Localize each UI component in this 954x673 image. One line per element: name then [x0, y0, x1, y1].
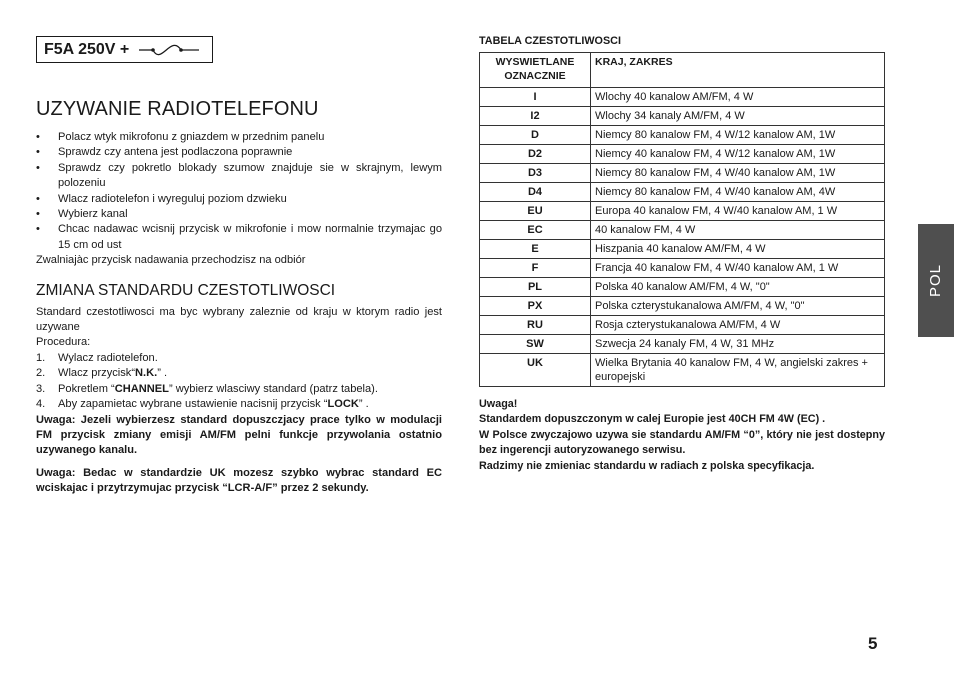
table-row — [480, 145, 885, 164]
page-number: 5 — [868, 634, 878, 653]
warning-heading: Uwaga! — [479, 398, 518, 410]
standard-intro: Standard czestotliwosci ma byc wybrany zaleznie od kraju w ktorym radio jest uzywane — [36, 305, 442, 334]
standard-description: Wlochy 40 kanalow AM/FM, 4 W — [591, 88, 885, 107]
release-ptt-text: Zwalniajàc przycisk nadawania przechodzisz na odbiór — [36, 254, 306, 267]
table-row — [480, 297, 885, 316]
warning-line: Radzimy nie zmieniac standardu w radiach z polska specyfikacja. — [479, 459, 815, 472]
table-row — [480, 107, 885, 126]
table-row — [480, 202, 885, 221]
standard-code: SW — [480, 335, 591, 354]
table-row — [480, 240, 885, 259]
standard-code: RU — [480, 316, 591, 335]
column-header-display: WYSWIETLANE OZNACZNIE — [480, 53, 591, 88]
standard-code: D4 — [480, 183, 591, 202]
standard-description: Polska czterystukanalowa AM/FM, 4 W, "0" — [591, 297, 885, 316]
standard-code: UK — [480, 354, 591, 387]
table-row — [480, 221, 885, 240]
list-item: • Wlacz radiotelefon i wyreguluj poziom dzwieku — [36, 192, 442, 207]
table-row — [480, 316, 885, 335]
table-row — [480, 164, 885, 183]
fuse-icon — [139, 40, 201, 60]
table-body — [480, 88, 885, 387]
list-item: • Sprawdz czy antena jest podlaczona poprawnie — [36, 145, 442, 160]
procedure-steps — [36, 351, 442, 413]
standard-description: Niemcy 40 kanalow FM, 4 W/12 kanalow AM, 1W — [591, 145, 885, 164]
warning-line: Standardem dopuszczonym w calej Europie jest 40CH FM 4W (EC) . — [479, 413, 826, 426]
column-header-country: KRAJ, ZAKRES — [591, 53, 885, 88]
list-item: • Chcac nadawac wcisnij przycisk w mikrofonie i mow normalnie trzymajac go 15 cm od ust — [36, 222, 442, 253]
standard-description: Niemcy 80 kanalow FM, 4 W/40 kanalow AM, 1W — [591, 164, 885, 183]
list-item: 3. Pokretlem “CHANNEL” wybierz wlasciwy standard (patrz tabela). — [36, 382, 378, 395]
standard-code: E — [480, 240, 591, 259]
standard-code: I — [480, 88, 591, 107]
table-row — [480, 259, 885, 278]
procedure-label: Procedura: — [36, 336, 91, 349]
left-column — [36, 96, 442, 497]
fuse-rating-box — [36, 36, 213, 63]
table-row — [480, 126, 885, 145]
table-title: TABELA CZESTOTLIWOSCI — [479, 35, 621, 47]
frequency-table — [479, 52, 885, 387]
section-title-frequency-standard: ZMIANA STANDARDU CZESTOTLIWOSCI — [36, 281, 336, 299]
standard-description: Niemcy 80 kanalow FM, 4 W/40 kanalow AM, 4W — [591, 183, 885, 202]
standard-code: PX — [480, 297, 591, 316]
language-tab-label: POL — [927, 263, 945, 298]
section-title-radio-usage: UZYWANIE RADIOTELEFONU — [36, 98, 319, 120]
standard-code: EU — [480, 202, 591, 221]
list-item: • Sprawdz czy pokretlo blokady szumow znajduje sie w skrajnym, lewym polozeniu — [36, 161, 442, 192]
standard-description: Polska 40 kanalow AM/FM, 4 W, "0" — [591, 278, 885, 297]
fm-only-note: Uwaga: Jezeli wybierzesz standard dopuszczjacy prace tylko w modulacji FM przycisk zmiany emisji AM/FM pelni funkcje przywolania ostatnio uzywanego kanalu. — [36, 413, 442, 457]
standard-description: Francja 40 kanalow FM, 4 W/40 kanalow AM, 1 W — [591, 259, 885, 278]
standard-description: Rosja czterystukanalowa AM/FM, 4 W — [591, 316, 885, 335]
warning-line: W Polsce zwyczajowo uzywa sie standardu AM/FM “0”, który nie jest dostepny bez ingerencji autoryzowanego serwisu. — [479, 428, 885, 457]
standard-description: Wielka Brytania 40 kanalow FM, 4 W, angielski zakres + europejski — [591, 354, 885, 387]
standard-description: Europa 40 kanalow FM, 4 W/40 kanalow AM, 1 W — [591, 202, 885, 221]
standard-code: I2 — [480, 107, 591, 126]
standard-code: EC — [480, 221, 591, 240]
standard-description: 40 kanalow FM, 4 W — [591, 221, 885, 240]
standard-code: PL — [480, 278, 591, 297]
table-header-row — [480, 53, 885, 88]
table-row — [480, 354, 885, 387]
warning-notes — [479, 397, 885, 474]
standard-code: D — [480, 126, 591, 145]
list-item: 2. Wlacz przycisk“N.K.” . — [36, 367, 168, 380]
usage-bullet-list — [36, 130, 442, 253]
table-row — [480, 88, 885, 107]
list-item: 1. Wylacz radiotelefon. — [36, 351, 158, 364]
table-row — [480, 278, 885, 297]
standard-code: D3 — [480, 164, 591, 183]
fuse-rating-label: F5A 250V + — [44, 40, 130, 58]
table-row — [480, 335, 885, 354]
list-item: 4. Aby zapamietac wybrane ustawienie nacisnij przycisk “LOCK” . — [36, 398, 369, 411]
standard-description: Szwecja 24 kanaly FM, 4 W, 31 MHz — [591, 335, 885, 354]
uk-standard-note: Uwaga: Bedac w standardzie UK mozesz szybko wybrac standard EC wciskajac i przytrzymujac przycisk “LCR-A/F” przez 2 sekundy. — [36, 466, 442, 495]
list-item: • Wybierz kanal — [36, 207, 442, 222]
language-tab — [918, 224, 954, 337]
standard-code: D2 — [480, 145, 591, 164]
list-item: • Polacz wtyk mikrofonu z gniazdem w przednim panelu — [36, 130, 442, 145]
standard-description: Wlochy 34 kanaly AM/FM, 4 W — [591, 107, 885, 126]
standard-code: F — [480, 259, 591, 278]
standard-description: Niemcy 80 kanalow FM, 4 W/12 kanalow AM, 1W — [591, 126, 885, 145]
table-row — [480, 183, 885, 202]
standard-description: Hiszpania 40 kanalow AM/FM, 4 W — [591, 240, 885, 259]
